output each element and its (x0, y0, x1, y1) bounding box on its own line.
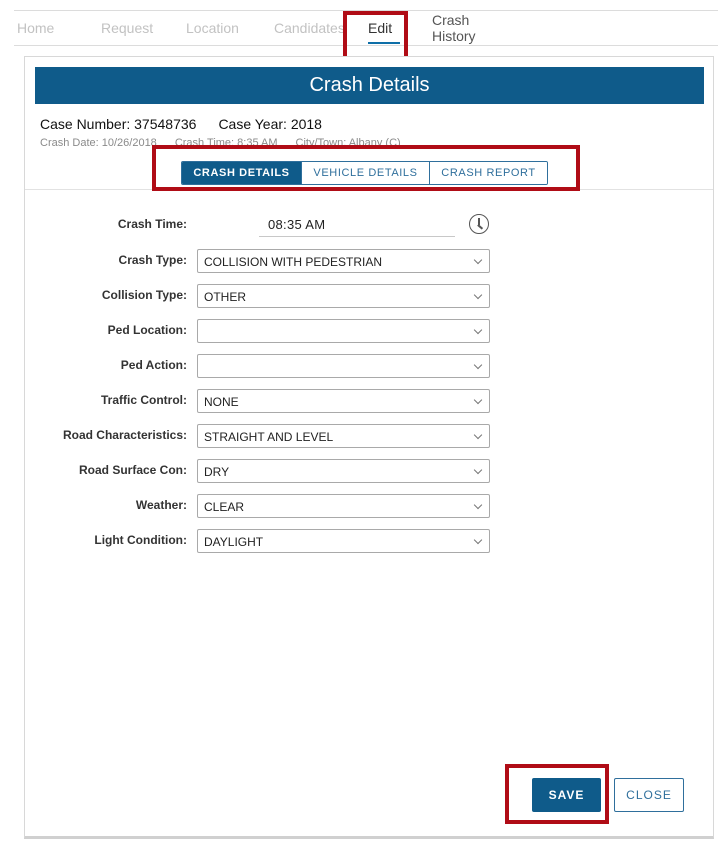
road-surface-select[interactable] (197, 459, 490, 483)
crash-time-summary: Crash Time: 8:35 AM (174, 137, 278, 149)
clock-icon[interactable] (469, 214, 489, 234)
weather-value: CLEAR (204, 500, 245, 514)
tab-crash-details[interactable]: CRASH DETAILS (182, 162, 301, 184)
form-row-ped-location (25, 319, 713, 343)
crash-type-select[interactable] (197, 249, 490, 273)
close-button[interactable]: CLOSE (614, 778, 684, 812)
traffic-control-label: Traffic Control: (101, 393, 187, 407)
panel-title: Crash Details (35, 67, 704, 104)
top-navigation (14, 10, 718, 46)
form-row-weather (25, 494, 713, 518)
case-number: Case Number: 37548736 (40, 116, 197, 132)
city-town: City/Town: Albany (C) (295, 137, 401, 149)
chevron-down-icon (474, 291, 482, 299)
light-condition-label: Light Condition: (94, 533, 187, 547)
save-button[interactable]: SAVE (532, 778, 601, 812)
nav-item-location[interactable]: Location (186, 20, 239, 36)
road-characteristics-value: STRAIGHT AND LEVEL (204, 430, 334, 444)
crash-time-label: Crash Time: (117, 217, 187, 231)
traffic-control-value: NONE (204, 395, 239, 409)
form-row-road-surface (25, 459, 713, 483)
tab-vehicle-details[interactable]: VEHICLE DETAILS (301, 162, 429, 184)
chevron-down-icon (474, 431, 482, 439)
chevron-down-icon (474, 536, 482, 544)
crash-type-label: Crash Type: (118, 253, 187, 267)
crash-time-input[interactable]: 08:35 AM (259, 213, 455, 237)
nav-item-edit[interactable]: Edit (354, 10, 414, 46)
crash-date: Crash Date: 10/26/2018 (40, 137, 157, 149)
chevron-down-icon (474, 256, 482, 264)
road-surface-label: Road Surface Con: (78, 463, 187, 477)
crash-summary (40, 137, 401, 149)
header-divider (25, 189, 713, 190)
nav-item-home[interactable]: Home (17, 20, 55, 36)
collision-type-select[interactable] (197, 284, 490, 308)
light-condition-value: DAYLIGHT (204, 535, 264, 549)
form-row-crash-time (25, 213, 713, 237)
collision-type-value: OTHER (204, 290, 246, 304)
collision-type-label: Collision Type: (101, 288, 187, 302)
case-year: Case Year: 2018 (218, 116, 322, 132)
chevron-down-icon (474, 326, 482, 334)
weather-label: Weather: (135, 498, 187, 512)
traffic-control-select[interactable] (197, 389, 490, 413)
form-row-crash-type (25, 249, 713, 273)
ped-action-label: Ped Action: (120, 358, 187, 372)
chevron-down-icon (474, 396, 482, 404)
ped-action-select[interactable] (197, 354, 490, 378)
light-condition-select[interactable] (197, 529, 490, 553)
chevron-down-icon (474, 361, 482, 369)
road-characteristics-select[interactable] (197, 424, 490, 448)
form-row-ped-action (25, 354, 713, 378)
ped-location-label: Ped Location: (107, 323, 187, 337)
nav-item-request[interactable]: Request (101, 20, 154, 36)
form-row-road-characteristics (25, 424, 713, 448)
form-row-collision-type (25, 284, 713, 308)
nav-item-crash-history[interactable]: Crash History (432, 12, 476, 44)
form-row-light-condition (25, 529, 713, 553)
chevron-down-icon (474, 501, 482, 509)
crash-type-value: COLLISION WITH PEDESTRIAN (204, 255, 383, 269)
ped-location-select[interactable] (197, 319, 490, 343)
case-info (40, 116, 322, 132)
chevron-down-icon (474, 466, 482, 474)
tab-crash-report[interactable]: CRASH REPORT (429, 162, 547, 184)
detail-tabs (181, 161, 548, 185)
form-row-traffic-control (25, 389, 713, 413)
weather-select[interactable] (197, 494, 490, 518)
road-characteristics-label: Road Characteristics: (62, 428, 187, 442)
crash-details-panel (24, 56, 714, 839)
nav-item-candidates[interactable]: Candidates (274, 20, 345, 36)
road-surface-value: DRY (204, 465, 230, 479)
